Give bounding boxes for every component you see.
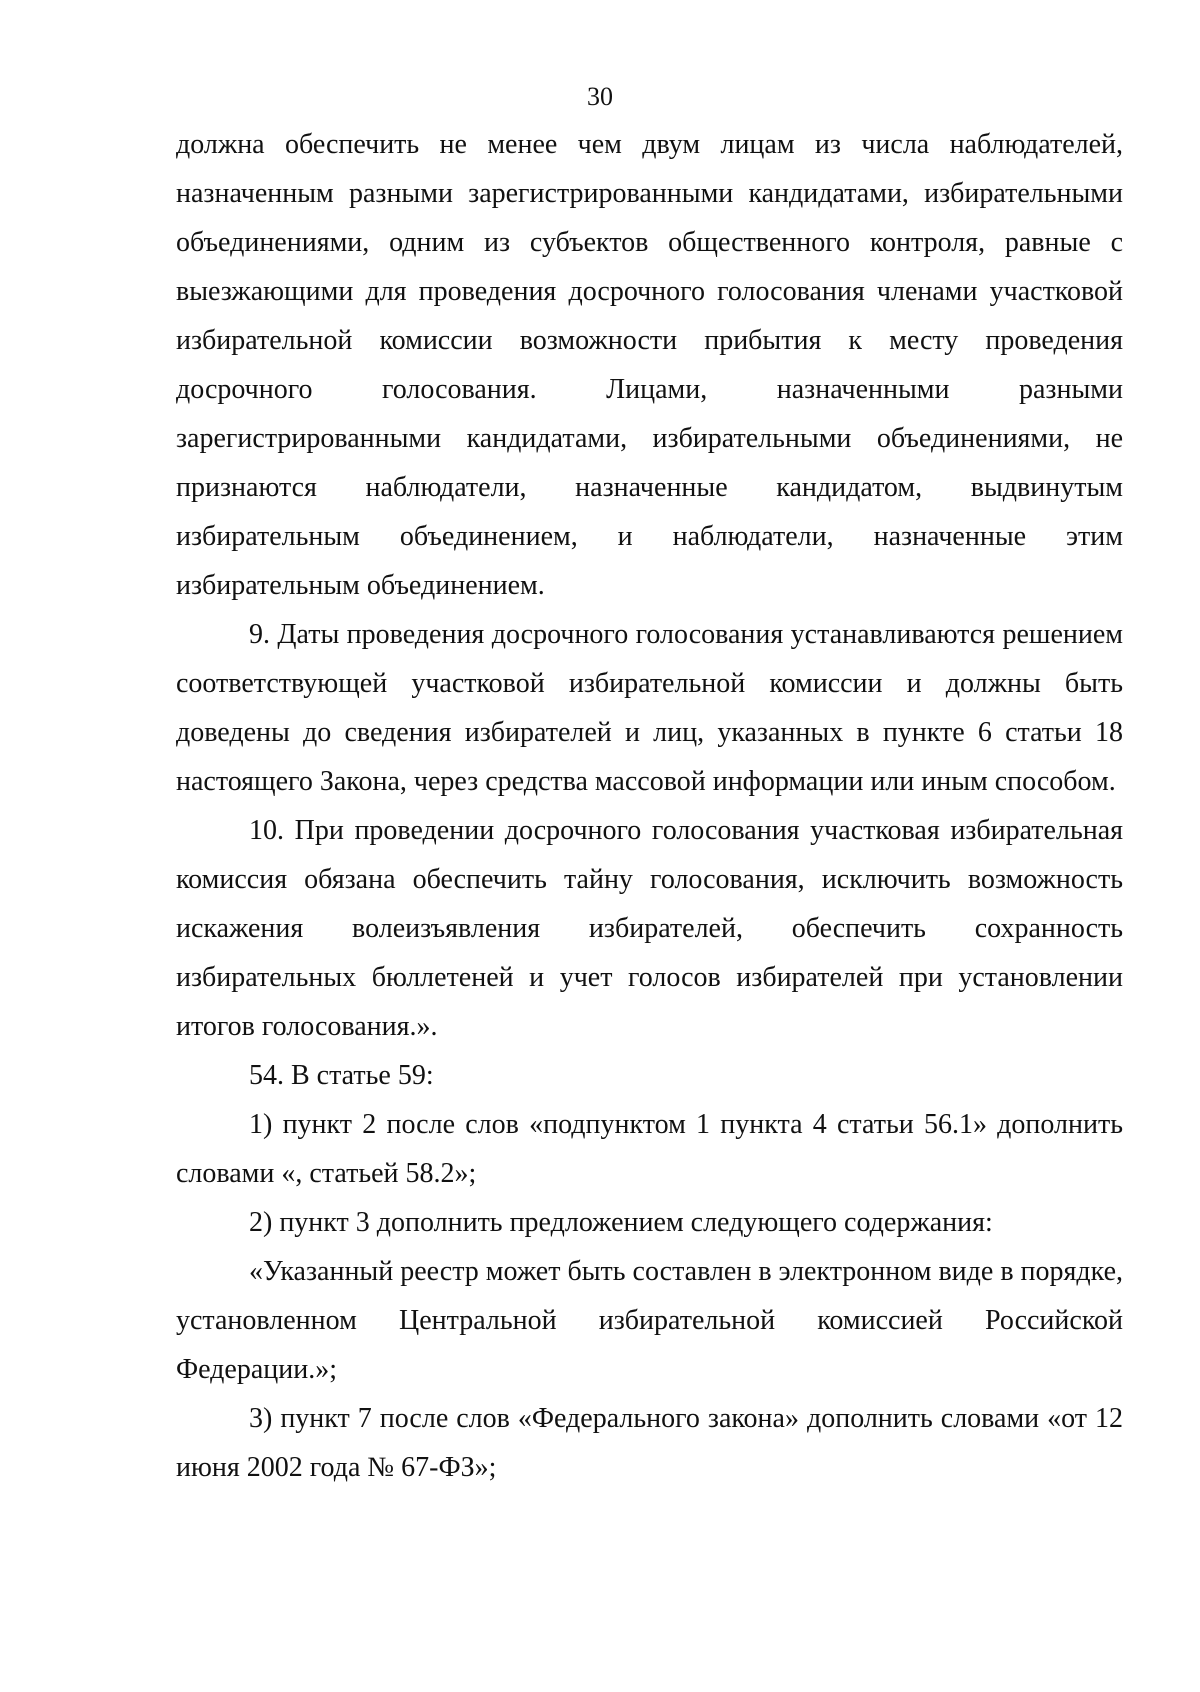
paragraph-subitem-1: 1) пункт 2 после слов «подпунктом 1 пункта 4 статьи 56.1» дополнить словами «, статьей 58.2»; <box>176 1109 1123 1189</box>
paragraph-quoted-registry: «Указанный реестр может быть составлен в электронном виде в порядке, установленном Центральной избирательной комиссией Российской Федерации.»; <box>176 1256 1123 1385</box>
paragraph-observers-continuation: должна обеспечить не менее чем двум лицам из числа наблюдателей, назначенным разными зарегистрированными кандидатами, избирательными объединениями, одним из субъектов общественного контроля, равные с выезжающими для проведения досрочного голосования членами участковой избирательной комиссии возможности прибытия к месту проведения досрочного голосования. Лицами, назначенными разными зарегистрированными кандидатами, избирательными объединениями, не признаются наблюдатели, назначенные кандидатом, выдвинутым избирательным объединением, и наблюдатели, назначенные этим избирательным объединением. <box>176 129 1123 601</box>
paragraph-item-9: 9. Даты проведения досрочного голосования устанавливаются решением соответствующей участковой избирательной комиссии и должны быть доведены до сведения избирателей и лиц, указанных в пункте 6 статьи 18 настоящего Закона, через средства массовой информации или иным способом. <box>176 619 1123 797</box>
paragraph-subitem-2: 2) пункт 3 дополнить предложением следующего содержания: <box>249 1207 993 1238</box>
page-number: 30 <box>587 82 613 111</box>
paragraph-item-10: 10. При проведении досрочного голосования участковая избирательная комиссия обязана обеспечить тайну голосования, исключить возможность искажения волеизъявления избирателей, обеспечить сохранность избирательных бюллетеней и учет голосов избирателей при установлении итогов голосования.». <box>176 815 1123 1042</box>
paragraph-item-54: 54. В статье 59: <box>249 1060 434 1091</box>
paragraph-subitem-3: 3) пункт 7 после слов «Федерального закона» дополнить словами «от 12 июня 2002 года № 67-ФЗ»; <box>176 1403 1123 1483</box>
document-body <box>176 120 1123 1492</box>
